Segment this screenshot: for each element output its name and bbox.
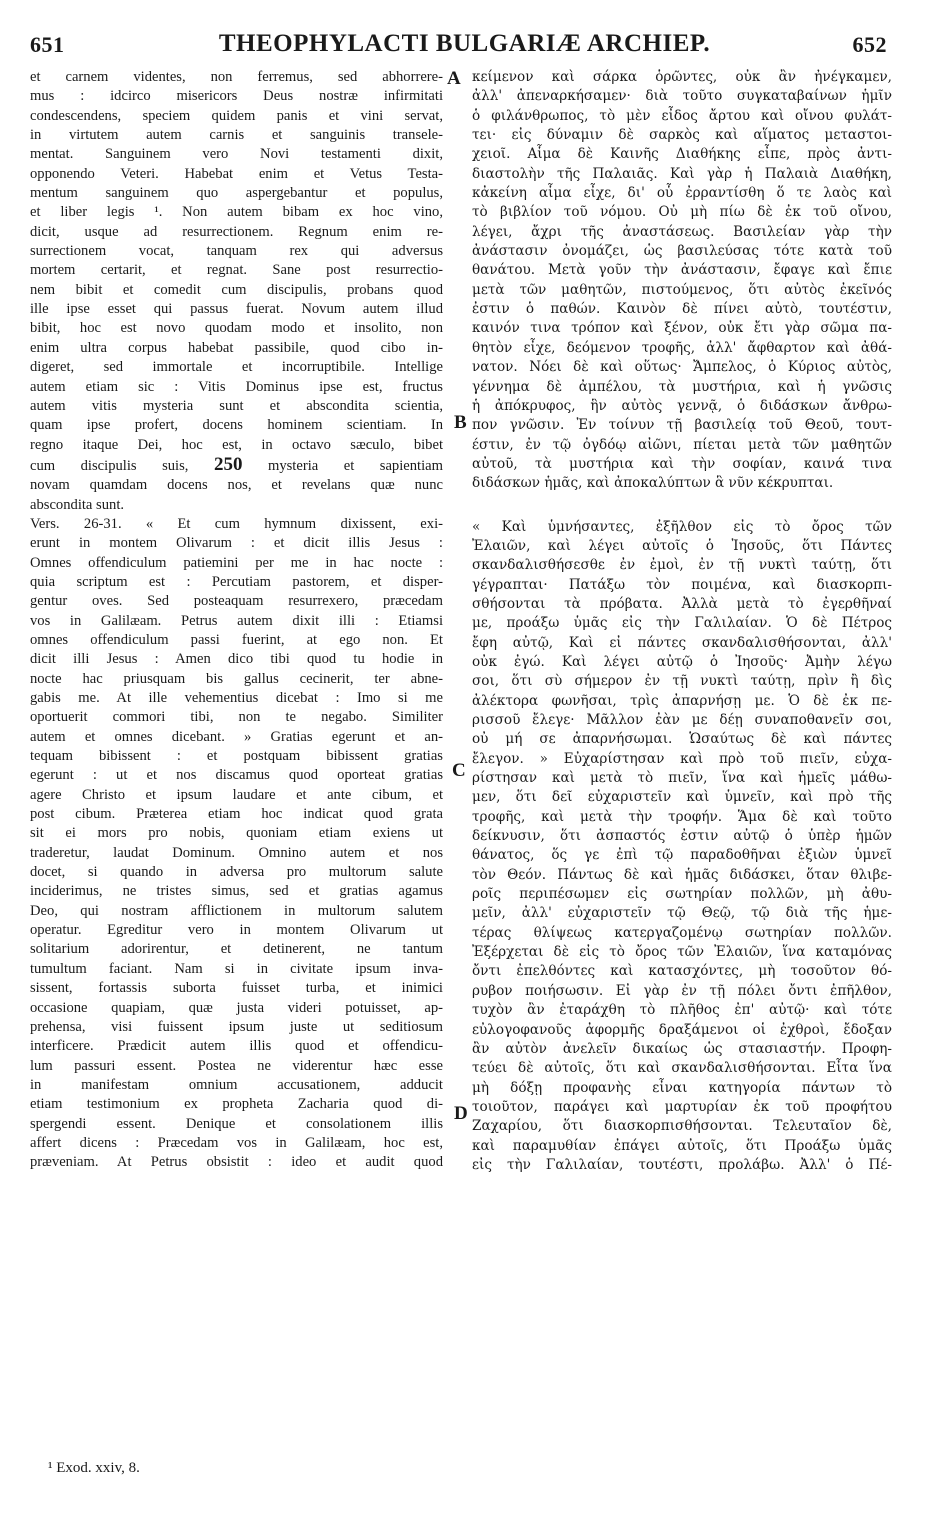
text-line: σθήσονται τὰ πρόβατα. Ἀλλὰ μετὰ τὸ ἐγερθῆναί — [472, 595, 892, 612]
text-line: σκανδαλισθήσεσθε ἐν ἐμοὶ, ἐν τῇ νυκτὶ ταύτῃ, ὅτι — [472, 557, 892, 574]
text-line: ἔφη αὐτῷ, Καὶ εἰ πάντες σκανδαλισθήσονται, ἀλλ' — [472, 634, 892, 651]
text-line: Vers. 26-31. « Et cum hymnum dixissent, exi- — [30, 515, 443, 532]
text-line: έστιν, ἐν τῷ ὀγδόῳ αἰῶνι, πίεται μετὰ τῶν μαθητῶν — [472, 436, 892, 453]
text-line: διαστολὴν τῆς Παλαιᾶς. Καὶ γὰρ ἡ Παλαιὰ Διαθήκη, — [472, 165, 892, 182]
text-line: Ἐξέρχεται δὲ εἰς τὸ ὄρος τῶν Ἐλαιῶν, ἵνα καταμόνας — [472, 944, 892, 961]
text-line: θητὸν εἶχε, δεόμενον τροφῆς, ἀλλ' ἄφθαρτον καὶ ἀθά- — [472, 339, 892, 356]
text-line: abscondita sunt. — [30, 496, 125, 513]
text-line: nem bibit et comedit cum discipulis, probans quod — [30, 281, 443, 298]
text-line: condescendens, speciem quidem panis et vini servat, — [30, 107, 443, 124]
greek-column — [472, 68, 892, 1175]
text-line: Ἐλαιῶν, καὶ λέγει αὐτοῖς ὁ Ἰησοῦς, ὅτι Πάντες — [472, 537, 892, 554]
text-line: Deo, qui nostram afflictionem in multorum salutem — [30, 902, 443, 919]
text-line: autem et omnes dicebant. » Gratias egerunt et an- — [30, 728, 443, 745]
text-line: ροῖς περιπέσωμεν εἰς σωτηρίαν πολλῶν, μὴ ἀθυ- — [472, 886, 892, 903]
text-line: ρίστησαν καὶ μετὰ τὸ πιεῖν, ἵνα καὶ ἡμεῖς μάθω- — [472, 770, 892, 787]
text-line: με, προάξω ὑμᾶς εἰς τὴν Γαλιλαίαν. Ὁ δὲ Πέτρος — [472, 615, 892, 632]
text-line: mentat. Sanguinem vero Novi testamenti dixit, — [30, 146, 443, 163]
text-line: διδάσκων ἡμᾶς, καὶ ἀποκαλύπτων ἃ νῦν κέκρυπται. — [472, 475, 834, 492]
margin-marker-d: D — [454, 1103, 468, 1124]
text-line: ἀλέκτορα φωνῆσαι, τρὶς ἀπαρνήσῃ με. Ὁ δὲ ἐκ πε- — [472, 692, 892, 709]
text-line: μετὰ τῶν μαθητῶν, πιστούμενος, ὅτι αὐτὸς ἐκεῖνός — [472, 281, 892, 298]
text-line: mortem certarit, et regnat. Sane post resurrectio- — [30, 262, 443, 279]
text-line: et liber legis ¹. Non autem bibam ex hoc vino, — [30, 204, 443, 221]
text-line: ἀνάστασιν ὀνομάζει, ὡς βασιλεύσας τότε κατὰ τοῦ — [472, 243, 892, 260]
latin-column — [30, 68, 443, 1173]
text-line: solitarium adorirentur, et detinerent, ne tantum — [30, 941, 443, 958]
text-line: νατον. Νόει δὲ καὶ οὕτως· Ἄμπελος, ὁ Κύριος αὐτὸς, — [472, 359, 892, 376]
text-line: digeret, sed immortale et incorruptibile. Intellige — [30, 359, 443, 376]
text-line: ρυβον ποιήσωσιν. Εἰ γὰρ ἐν τῇ πόλει ὄντι ἐπῆλθον, — [472, 982, 892, 999]
text-line: docet, si quando in adversa pro multorum salute — [30, 864, 443, 881]
text-line: oportuerit commori tibi, non te negabo. Similiter — [30, 709, 443, 726]
text-line: ἀλλ' ἀπεναρκήσαμεν· διὰ τοῦτο συγκαταβαίνων ἡμῖν — [472, 88, 892, 105]
text-line: occasione quapiam, quæ justa videri potuisset, ap- — [30, 999, 443, 1016]
text-line: præveniam. At Petrus obsistit : ideo et audit quod — [30, 1154, 443, 1171]
text-line: κἀκείνη αἷμα εἶχε, δι' οὗ ἐρραντίσθη ὅ τε λαὸς καὶ — [472, 185, 892, 202]
text-line: θανάτου. Μετὰ γοῦν τὴν ἀνάστασιν, ἔφαγε καὶ ἔπιε — [472, 262, 892, 279]
text-line: regno itaque Dei, hoc est, in octavo sæculo, bibet — [30, 436, 443, 453]
text-line: post cibum. Præterea etiam hoc indicat quod grata — [30, 806, 443, 823]
text-line: spergendi essent. Denique et consolationem illis — [30, 1115, 443, 1132]
text-line: μεῖν, ἀλλ' εὐχαριστεῖν τῷ Θεῷ, τῷ διὰ τῆς ἡμε- — [472, 905, 892, 922]
margin-marker-c: C — [452, 760, 466, 781]
text-line: καινόν τινα τρόπον καὶ ξένον, οὐκ ἔτι γὰρ σῶμα πα- — [472, 320, 892, 337]
text-line: affert dicens : Præcedam vos in Galilæam, hoc est, — [30, 1134, 443, 1151]
text-line: quam ipse profert, docens hominem scientiam. In — [30, 417, 443, 434]
text-line: ἂν αὐτὸν ἀνελεῖν δικαίως ὡς στασιαστήν. Προφη- — [472, 1040, 892, 1057]
page-header — [0, 30, 929, 64]
text-line: δείκνυσιν, ὅτι ἀσπαστός ἐστιν αὐτῷ ὁ ὑπὲρ ἡμῶν — [472, 828, 892, 845]
text-line: lum passuri essent. Postea ne viderentur hæc esse — [30, 1057, 443, 1074]
margin-marker-a: A — [447, 68, 461, 89]
footnote: ¹ Exod. xxiv, 8. — [48, 1460, 140, 1476]
text-line: agere Christo et ipsum laudare et ante cibum, et — [30, 786, 443, 803]
text-line: sit ei mors pro nobis, quoniam etiam exiens ut — [30, 825, 443, 842]
text-line: ille ipse esset qui passus fuerat. Novum autem illud — [30, 301, 443, 318]
latin-paragraph — [30, 68, 443, 455]
text-line: ἔλεγον. » Εὐχαρίστησαν καὶ πρὸ τοῦ πιεῖν, εὐχα- — [472, 750, 892, 767]
latin-paragraph — [30, 476, 443, 515]
text-line: traderetur, laudat Dominum. Omnino autem et nos — [30, 844, 443, 861]
text-line: vos in Galilæam. Petrus autem dixit illi : Etiamsi — [30, 612, 443, 629]
text-line: novam quamdam docens nos, et revelans quæ nunc — [30, 477, 443, 494]
text-line: opponendo Veteri. Habebat enim et Vetus Testa- — [30, 165, 443, 182]
greek-paragraph — [472, 518, 892, 1176]
text-line: οὐ μή σε ἀπαρνήσωμαι. Ὡσαύτως δὲ καὶ πάντες — [472, 731, 892, 748]
text-line: tumultum faciant. Nam si in civitate ipsum inva- — [30, 960, 443, 977]
text-line: quia scriptum est : Percutiam pastorem, et disper- — [30, 573, 443, 590]
text-line: αὐτοῦ, τὰ μυστήρια καὶ τὴν σοφίαν, καινά τινα — [472, 455, 892, 472]
text-line: σοι, ὅτι σὺ σήμερον ἐν τῇ νυκτὶ ταύτῃ, πρὶν ἢ δὶς — [472, 673, 892, 690]
text-line: τὸν Θεόν. Πάντως δὲ καὶ ἡμᾶς διδάσκει, ὅταν θλιβε- — [472, 866, 892, 883]
text-line: bibit, hoc est novo quodam modo et insolito, non — [30, 320, 443, 337]
marginal-number: 250 — [213, 453, 243, 475]
text-line: καὶ παραμυθίαν ἐπάγει αὐτοῖς, ὅτι Προάξω ὑμᾶς — [472, 1137, 892, 1154]
text-line: mus : idcirco misericors Deus nostræ infirmitati — [30, 88, 443, 105]
text-line: operatur. Egreditur vero in montem Olivarum ut — [30, 922, 443, 939]
text-line: et carnem videntes, non ferremus, sed abhorrere- — [30, 69, 443, 85]
page-number-right: 652 — [852, 32, 887, 57]
text-line: τει· εἰς δύναμιν δὲ σαρκὸς καὶ αἵματος μεταστοι- — [472, 127, 892, 144]
text-line: prehensa, visi fuissent ipsum juste ut seditiosum — [30, 1018, 443, 1035]
text-line: γέννημα δὲ ἀμπέλου, τὰ μυστήρια, καὶ ἡ γνῶσις — [472, 378, 892, 395]
text-line: enim ultra corpus habebat passibile, quod cibo in- — [30, 339, 443, 356]
text-line: εἰς τὴν Γαλιλαίαν, τουτέστι, προλάβω. Ἀλλ' ὁ Πέ- — [472, 1156, 892, 1173]
margin-marker-b: B — [454, 412, 467, 433]
text-line: ἐστιν ὁ παθών. Καινὸν δὲ πίνει αὐτὸ, τουτέστιν, — [472, 301, 892, 318]
text-line: θάνατος, ὅς γε ἐπὶ τῷ παραδοθῆναι ἐξιὼν ὑμνεῖ — [472, 847, 892, 864]
text-line: nocte hac priusquam bis gallus cecinerit, ter abne- — [30, 670, 443, 687]
text-line: τὸ βιβλίον τοῦ νόμου. Οὐ μὴ πίω δὲ ἐκ τοῦ οἴνου, — [472, 204, 892, 221]
text-line: sissent, fortassis suborta fuisset turba, et inimici — [30, 980, 443, 997]
text-line: μεν, ὅτι δεῖ εὐχαριστεῖν καὶ ὑμνεῖν, καὶ πρὸ τῆς — [472, 789, 892, 806]
text-line: gabis me. At ille vehementius dicebat : Imo si me — [30, 690, 443, 706]
text-line: tequam bibissent : et postquam bibissent gratias — [30, 748, 443, 765]
text-line: dicit illi Jesus : Amen dico tibi quod tu hodie in — [30, 651, 443, 668]
text-line: autem etiam sic : Vitis Dominus ipse est, fructus — [30, 378, 443, 395]
text-line: τοιοῦτον, παράγει καὶ μαρτυρίαν ἐκ τοῦ προφήτου — [472, 1098, 892, 1115]
text-line: dicit, usque ad resurrectionem. Regnum enim re- — [30, 223, 443, 240]
text-line: gentur oves. Sed posteaquam resurrexero, præcedam — [30, 593, 443, 610]
text-line: autem vitis mysteria sunt et abscondita scientia, — [30, 397, 443, 414]
text-line: interficere. Prædicit autem illis quod et offendicu- — [30, 1038, 443, 1055]
text-line: omnes offendiculum passi fuerint, at ego non. Et — [30, 631, 443, 648]
text-line: « Καὶ ὑμνήσαντες, ἐξῆλθον εἰς τὸ ὄρος τῶν — [472, 518, 892, 535]
greek-paragraph — [472, 68, 892, 494]
text-line: λέγει, ἄχρι τῆς ἀναστάσεως. Βασιλείαν γὰρ τὴν — [472, 223, 892, 240]
text-line: πον γνῶσιν. Ἐν τοίνυν τῇ βασιλείᾳ τοῦ Θεοῦ, τουτ- — [472, 417, 892, 434]
text-line: ρισσοῦ ἔλεγε· Μᾶλλον ἐὰν με δέῃ συναποθανεῖν σοι, — [472, 712, 892, 728]
text-line: mentum sanguinem quo aspergebantur et populus, — [30, 185, 443, 202]
text-line: ὄντι ἐπελθόντες καὶ κατασχόντες, μὴ τοσοῦτον θό- — [472, 963, 892, 980]
text-line: surrectionem vocat, tanquam rex qui adversus — [30, 243, 443, 260]
page-number-left: 651 — [30, 32, 65, 57]
text-line: in virtutem autem carnis et sanguinis transele- — [30, 127, 443, 144]
text-line: εὐλογοφανοῦς ἀφορμῆς δραξάμενοι οἱ ἐχθροὶ, ἔδοξαν — [472, 1021, 892, 1038]
text-line: γέγραπται· Πατάξω τὸν ποιμένα, καὶ διασκορπι- — [472, 576, 892, 593]
text-line: Ζαχαρίου, ὅτι διασκορπισθήσονται. Τελευταῖον δὲ, — [472, 1118, 892, 1135]
text-line: egerunt : ut et nos discamus quod oporteat gratias — [30, 767, 443, 784]
latin-line: cum discipulis suis, 250 mysteria et sapientiam — [30, 453, 443, 475]
text-line: Omnes offendiculum patiemini per me in hac nocte : — [30, 554, 443, 571]
text-line: τέρας θλίψεως κατεργαζομένῳ σωτηρίαν πολλῶν. — [472, 924, 892, 941]
text-line: ἡ ἀπόκρυφος, ἣν αὐτὸς γεννᾷ, ὁ διδάσκων ἄνθρω- — [472, 397, 892, 414]
text-line: κείμενον καὶ σάρκα ὁρῶντες, οὐκ ἂν ἠνέγκαμεν, — [472, 69, 892, 85]
text-line: οὐκ ἐγώ. Καὶ λέγει αὐτῷ ὁ Ἰησοῦς· Ἀμὴν λέγω — [472, 653, 892, 670]
text-line: μὴ δόξῃ προφανὴς εἶναι κατηγορία πάντων τὸ — [472, 1079, 892, 1096]
text-line: in manifestam omnium accusationem, adducit — [30, 1076, 443, 1093]
running-title: THEOPHYLACTI BULGARIÆ ARCHIEP. — [218, 30, 711, 57]
text-line: erunt in montem Olivarum : et dicit illis Jesus : — [30, 535, 443, 552]
text-line: τροφῆς, καὶ μετὰ τὴν τροφήν. Ἅμα δὲ καὶ τοῦτο — [472, 808, 892, 825]
text-line: χειοῖ. Αἷμα δὲ Καινῆς Διαθήκης εἶπε, πρὸς ἀντι- — [472, 146, 892, 163]
text-line: τεύει δὲ αὐτοῖς, ὅτι καὶ σκανδαλισθήσονται. Εἶτα ἵνα — [472, 1060, 892, 1077]
latin-paragraph — [30, 515, 443, 1173]
text-line: inciderimus, ne tristes simus, sed et gratias agamus — [30, 883, 443, 900]
text-line: etiam testimonium ex propheta Zacharia quod di- — [30, 1096, 443, 1113]
text-line: ὁ φιλάνθρωπος, τὸ μὲν εἶδος ἄρτου καὶ οἴνου φυλάτ- — [472, 107, 892, 124]
text-line: τυχὸν ἂν ἐταράχθη τὸ πλῆθος ἐπ' αὐτῷ· καὶ τότε — [472, 1002, 892, 1019]
